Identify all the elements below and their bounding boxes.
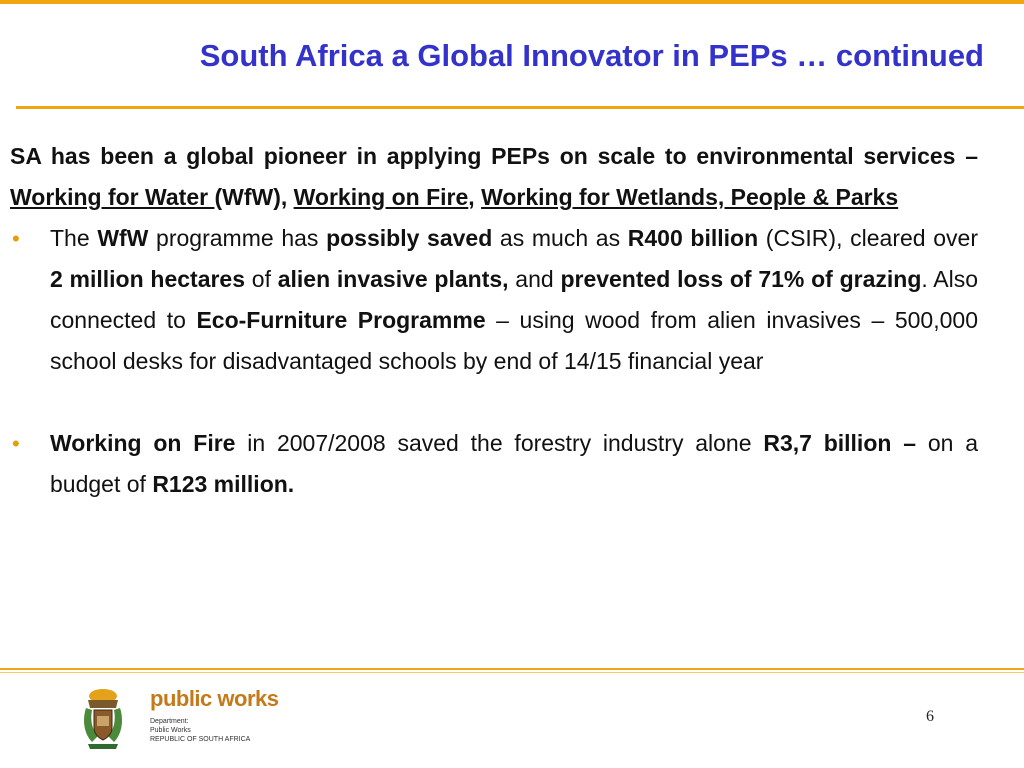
bullet-bold: WfW (97, 225, 149, 251)
intro-lead-text: SA has been a global pioneer in applying PEPs on scale to environmental services – (10, 143, 978, 169)
intro-wfw-abbr: (WfW), (214, 184, 294, 210)
bullet-text: of (245, 266, 278, 292)
bullet-bold: Eco-Furniture Programme (196, 307, 486, 333)
brand-sub-line: Public Works (150, 727, 191, 734)
bullet-text: as much as (492, 225, 628, 251)
bullet-bold: R400 billion (627, 225, 759, 251)
footer-rule (0, 668, 1024, 670)
intro-comma: , (468, 184, 482, 210)
bullet-text: programme has (148, 225, 327, 251)
bullet-text: and (508, 266, 561, 292)
slide-body (10, 136, 978, 505)
bullet-text: in 2007/2008 saved the forestry industry alone (235, 430, 764, 456)
bullet-text: on a budget of (50, 430, 978, 497)
bullet-bold: 2 million hectares (50, 266, 246, 292)
link-working-for-wetlands[interactable]: Working for Wetlands, People & Parks (481, 184, 899, 210)
bullet-text: The (50, 225, 98, 251)
bullet-dot: • (12, 431, 20, 456)
bullet-bold: prevented loss of 71% of grazing (560, 266, 922, 292)
bullet-bold: alien invasive plants, (277, 266, 509, 292)
bullet-text: – using wood from alien invasives – 500,000 school desks for disadvantaged schools by end of 14/15 financial year (50, 307, 978, 374)
title-underline-rule (16, 106, 1024, 109)
brand-subtitle (150, 717, 250, 744)
link-working-for-water[interactable]: Working for Water (10, 184, 215, 210)
bullet-bold: R123 million. (152, 471, 295, 497)
bullet-bold: possibly saved (326, 225, 493, 251)
bullet-text: (CSIR), cleared over (758, 225, 978, 251)
page-number: 6 (926, 708, 934, 725)
bullet-wfw (10, 218, 978, 382)
coat-of-arms-icon (78, 686, 128, 750)
bullet-bold: Working on Fire (50, 430, 236, 456)
intro-paragraph (10, 136, 978, 218)
link-working-on-fire[interactable]: Working on Fire (293, 184, 469, 210)
brand-sub-line: REPUBLIC OF SOUTH AFRICA (150, 736, 251, 743)
spacer (10, 382, 978, 423)
bullet-wof (10, 423, 978, 505)
top-rule (0, 0, 1024, 4)
brand-sub-line: Department: (150, 718, 189, 725)
footer-rule-thin (0, 672, 1024, 673)
bullet-dot: • (12, 226, 20, 251)
public-works-logo (78, 686, 278, 750)
slide-title: South Africa a Global Innovator in PEPs … continued (199, 38, 984, 73)
bullet-bold: R3,7 billion – (763, 430, 917, 456)
bullet-text: . Also connected to (50, 266, 978, 333)
brand-name: public works (150, 686, 279, 711)
